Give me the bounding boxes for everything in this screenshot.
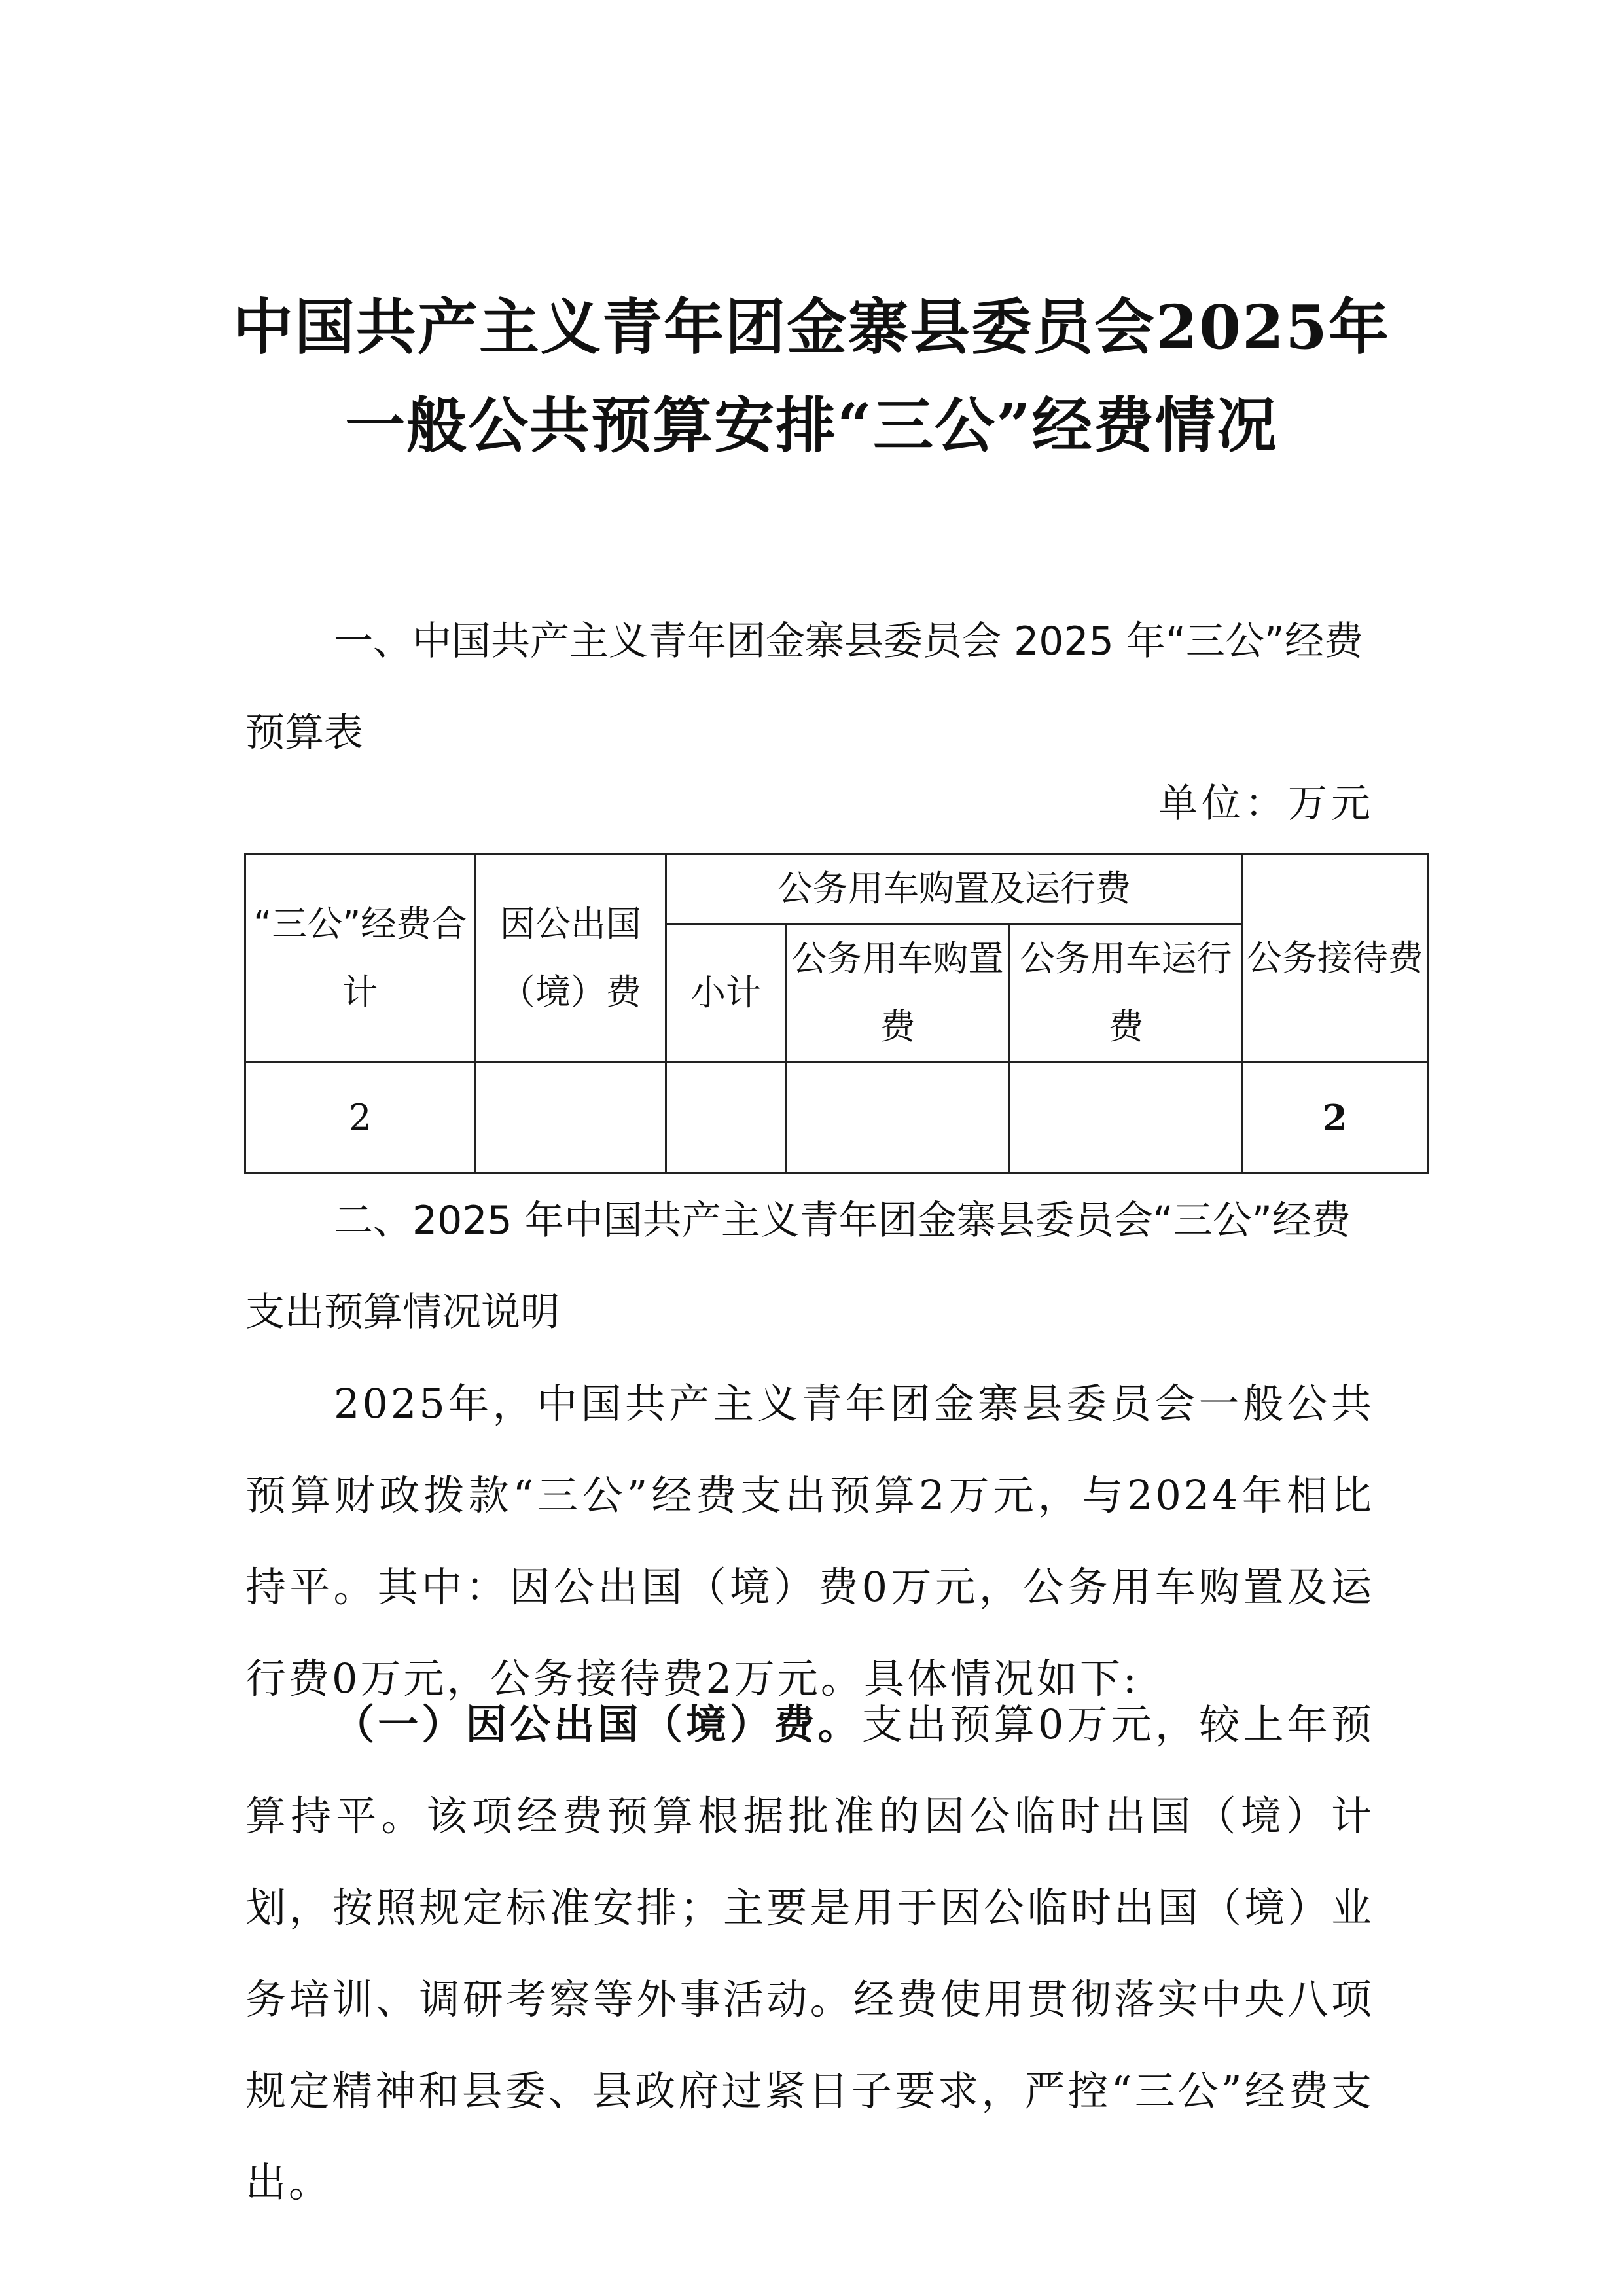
title-line-2: 一般公共预算安排“三公”经费情况 [345, 390, 1278, 461]
paragraph-abroad-body: 支出预算0万元，较上年预算持平。该项经费预算根据批准的因公临时出国（境）计划，按照规定标准安排；主要是用于因公临时出国（境）业务培训、调研考察等外事活动。经费使用贯彻落实中央八项规定精神和县委、县政府过紧日子要求，严控“三公”经费支出。 [245, 1700, 1374, 2206]
document-title [196, 278, 1427, 475]
cell-vehicle-operation [1010, 1062, 1242, 1174]
header-abroad: 因公出国（境）费 [475, 854, 666, 1062]
header-reception: 公务接待费 [1242, 854, 1428, 1062]
section-2-heading: 二、2025 年中国共产主义青年团金寨县委员会“三公”经费支出预算情况说明 [245, 1198, 1351, 1335]
paragraph-abroad-lead: （一）因公出国（境）费。 [334, 1700, 862, 1748]
cell-reception: 2 [1242, 1062, 1428, 1174]
section-1-heading: 一、中国共产主义青年团金寨县委员会 2025 年“三公”经费预算表 [245, 619, 1364, 756]
header-vehicle-operation: 公务用车运行费 [1010, 924, 1242, 1062]
cell-vehicle-subtotal [666, 1062, 786, 1174]
header-total: “三公”经费合计 [245, 854, 475, 1062]
cell-abroad [475, 1062, 666, 1174]
budget-table [244, 853, 1429, 1174]
paragraph-abroad-expense [245, 1679, 1374, 2229]
header-vehicle-purchase: 公务用车购置费 [785, 924, 1009, 1062]
cell-vehicle-purchase [785, 1062, 1009, 1174]
header-vehicle-group: 公务用车购置及运行费 [666, 854, 1242, 924]
title-line-1: 中国共产主义青年团金寨县委员会2025年 [232, 292, 1391, 363]
cell-total: 2 [245, 1062, 475, 1174]
header-vehicle-subtotal: 小计 [666, 924, 786, 1062]
unit-label: 单位：万元 [1158, 781, 1374, 827]
paragraph-summary: 2025年，中国共产主义青年团金寨县委员会一般公共预算财政拨款“三公”经费支出预算2万元，与2024年相比持平。其中：因公出国（境）费0万元，公务用车购置及运行费0万元，公务接待费2万元。具体情况如下: [245, 1380, 1374, 1702]
